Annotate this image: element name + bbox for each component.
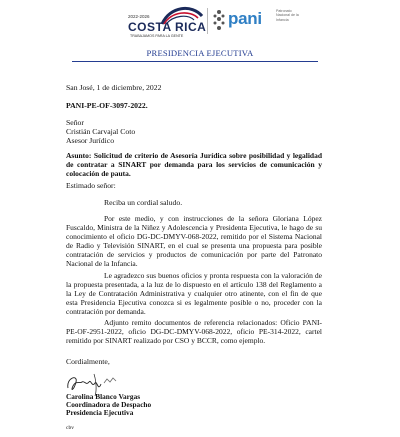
closing: Cordialmente, bbox=[66, 357, 110, 366]
opening-line: Reciba un cordial saludo. bbox=[104, 198, 183, 207]
greeting: Estimado señor: bbox=[66, 181, 116, 190]
body-paragraph: Por este medio, y con instrucciones de la señora Gloriana López Fuscaldo, Ministra de la Niñez y Adolescencia y Presidenta Ejecutiva, le hago de su conocimiento el oficio DG-DC-DMYV-068-2022, remitido por el Sistema Nacional de Radio y Televisión SINART, en el cual se presenta una propuesta para posible contratación de servicios y productos de comunicación por parte del Patronato Nacional de la Infancia. bbox=[66, 214, 322, 269]
signatory-name: Carolina Blanco Vargas bbox=[66, 392, 141, 401]
pani-tagline: Patronato Nacional de la Infancia bbox=[276, 9, 299, 22]
recipient-name: Cristián Carvajal Coto bbox=[66, 127, 136, 136]
typist-initials: cbv bbox=[66, 425, 74, 431]
subject-label: Asunto: bbox=[66, 151, 92, 160]
pani-figure-icon bbox=[212, 9, 226, 31]
pani-name: pani bbox=[228, 9, 262, 28]
letter-date: San José, 1 de diciembre, 2022 bbox=[66, 83, 162, 92]
department-heading: PRESIDENCIA EJECUTIVA bbox=[146, 48, 254, 58]
body-paragraph: Adjunto remito documentos de referencia relacionados: Oficio PANI-PE-OF-2951-2022, oficio DG-DC-DMYV-068-2022, oficio PE-314-2022, cartel remitido por SINART realizado por CSO y BCCR, como ejemplo. bbox=[66, 318, 322, 346]
letter-reference: PANI-PE-OF-3097-2022. bbox=[66, 101, 148, 110]
cr-name: COSTA RICA bbox=[128, 20, 207, 34]
cr-tagline: TRABAJAMOS PARA LA GENTE bbox=[130, 34, 184, 38]
recipient-salutation: Señor bbox=[66, 118, 84, 127]
recipient-title: Asesor Jurídico bbox=[66, 136, 115, 145]
signatory-role: Coordinadora de Despacho bbox=[66, 400, 152, 409]
signatory-office: Presidencia Ejecutiva bbox=[66, 408, 134, 417]
body-paragraph: Le agradezco sus buenos oficios y pronta respuesta con la valoración de la propuesta presentada, a la luz de lo dispuesto en el artículo 138 del Reglamento a la Ley de Contratación Administrativa y cualquier otro atinente, con el fin de que esta Presidencia Ejecutiva conozca si es legalmente posible o no, proceder con la contratación por demanda. bbox=[66, 271, 322, 317]
subject-text: Solicitud de criterio de Asesoría Jurídica sobre posibilidad y legalidad de contratar a SINART por demanda para los servicios de comunicación y colocación de pauta. bbox=[66, 151, 323, 179]
cr-years: 2022-2026 bbox=[128, 14, 150, 19]
header-divider bbox=[207, 8, 208, 34]
digital-signature-mark bbox=[102, 376, 118, 386]
subject-line bbox=[66, 151, 322, 178]
department-rule bbox=[72, 61, 318, 62]
